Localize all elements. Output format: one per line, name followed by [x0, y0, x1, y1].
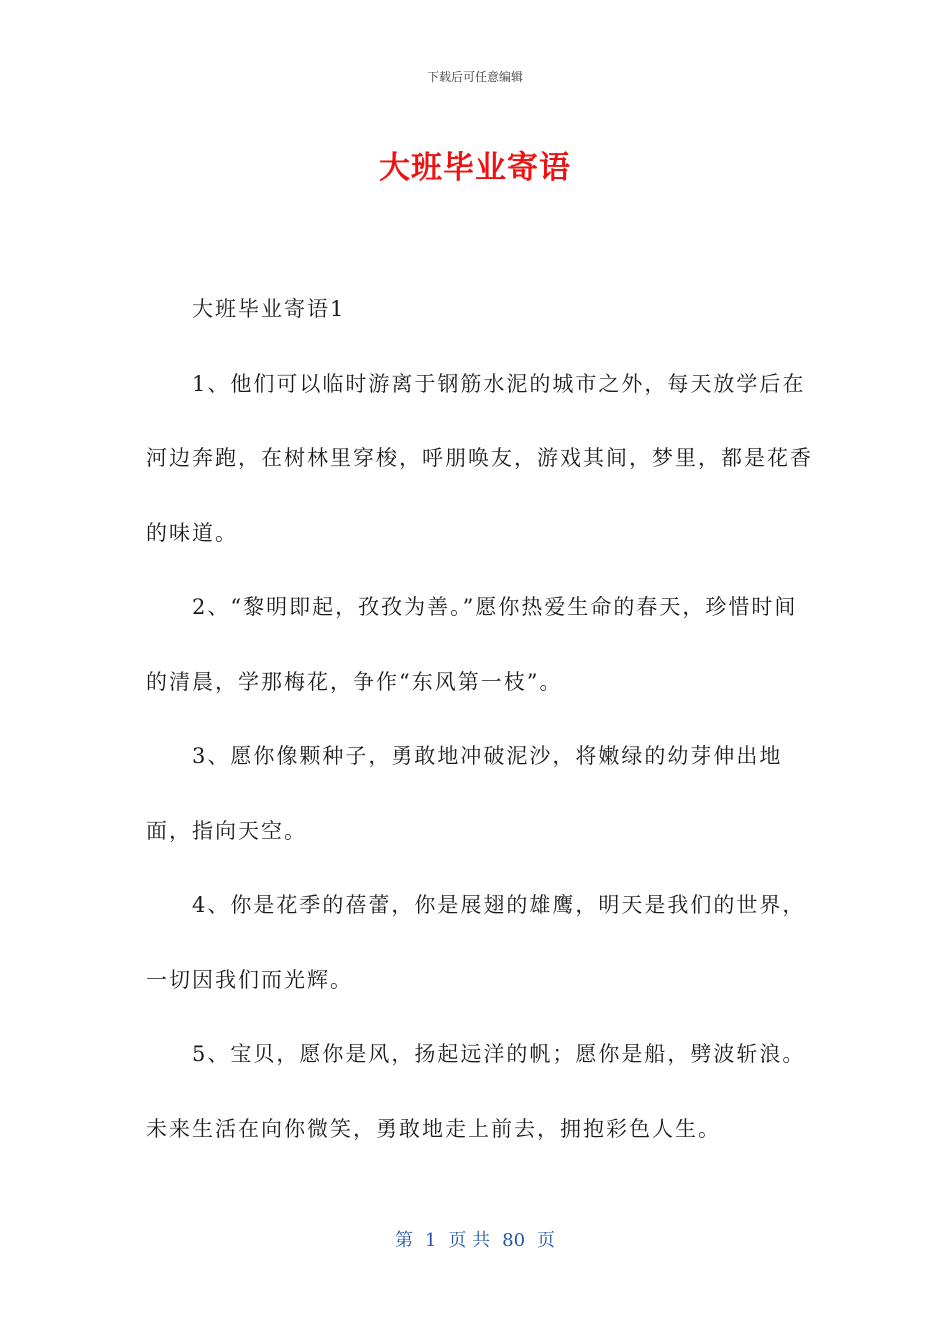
footer-prefix: 第 — [394, 1230, 413, 1251]
paragraph-5: 5、宝贝，愿你是风，扬起远洋的帆；愿你是船，劈波斩浪。未来生活在向你微笑，勇敢地走上前去，拥抱彩色人生。 — [146, 1042, 806, 1141]
page-footer — [0, 1226, 950, 1252]
footer-current-page: 1 — [424, 1230, 437, 1251]
paragraph-4: 4、你是花季的蓓蕾，你是展翅的雄鹰，明天是我们的世界，一切因我们而光辉。 — [146, 893, 806, 992]
footer-suffix: 页 — [537, 1230, 556, 1251]
paragraph-1: 1、他们可以临时游离于钢筋水泥的城市之外，每天放学后在河边奔跑，在树林里穿梭，呼朋唤友，游戏其间，梦里，都是花香的味道。 — [146, 371, 813, 545]
paragraph-3: 3、愿你像颗种子，勇敢地冲破泥沙，将嫩绿的幼芽伸出地面，指向天空。 — [146, 744, 783, 843]
paragraph-2: 2、“黎明即起，孜孜为善。”愿你热爱生命的春天，珍惜时间的清晨，学那梅花，争作“东风第一枝”。 — [146, 595, 798, 694]
header-note: 下载后可任意编辑 — [426, 70, 523, 84]
footer-middle: 页 共 — [448, 1230, 491, 1251]
document-body — [146, 272, 818, 1166]
document-title: 大班毕业寄语 — [379, 150, 571, 186]
footer-total-pages: 80 — [502, 1230, 526, 1251]
section-heading: 大班毕业寄语1 — [192, 297, 346, 321]
